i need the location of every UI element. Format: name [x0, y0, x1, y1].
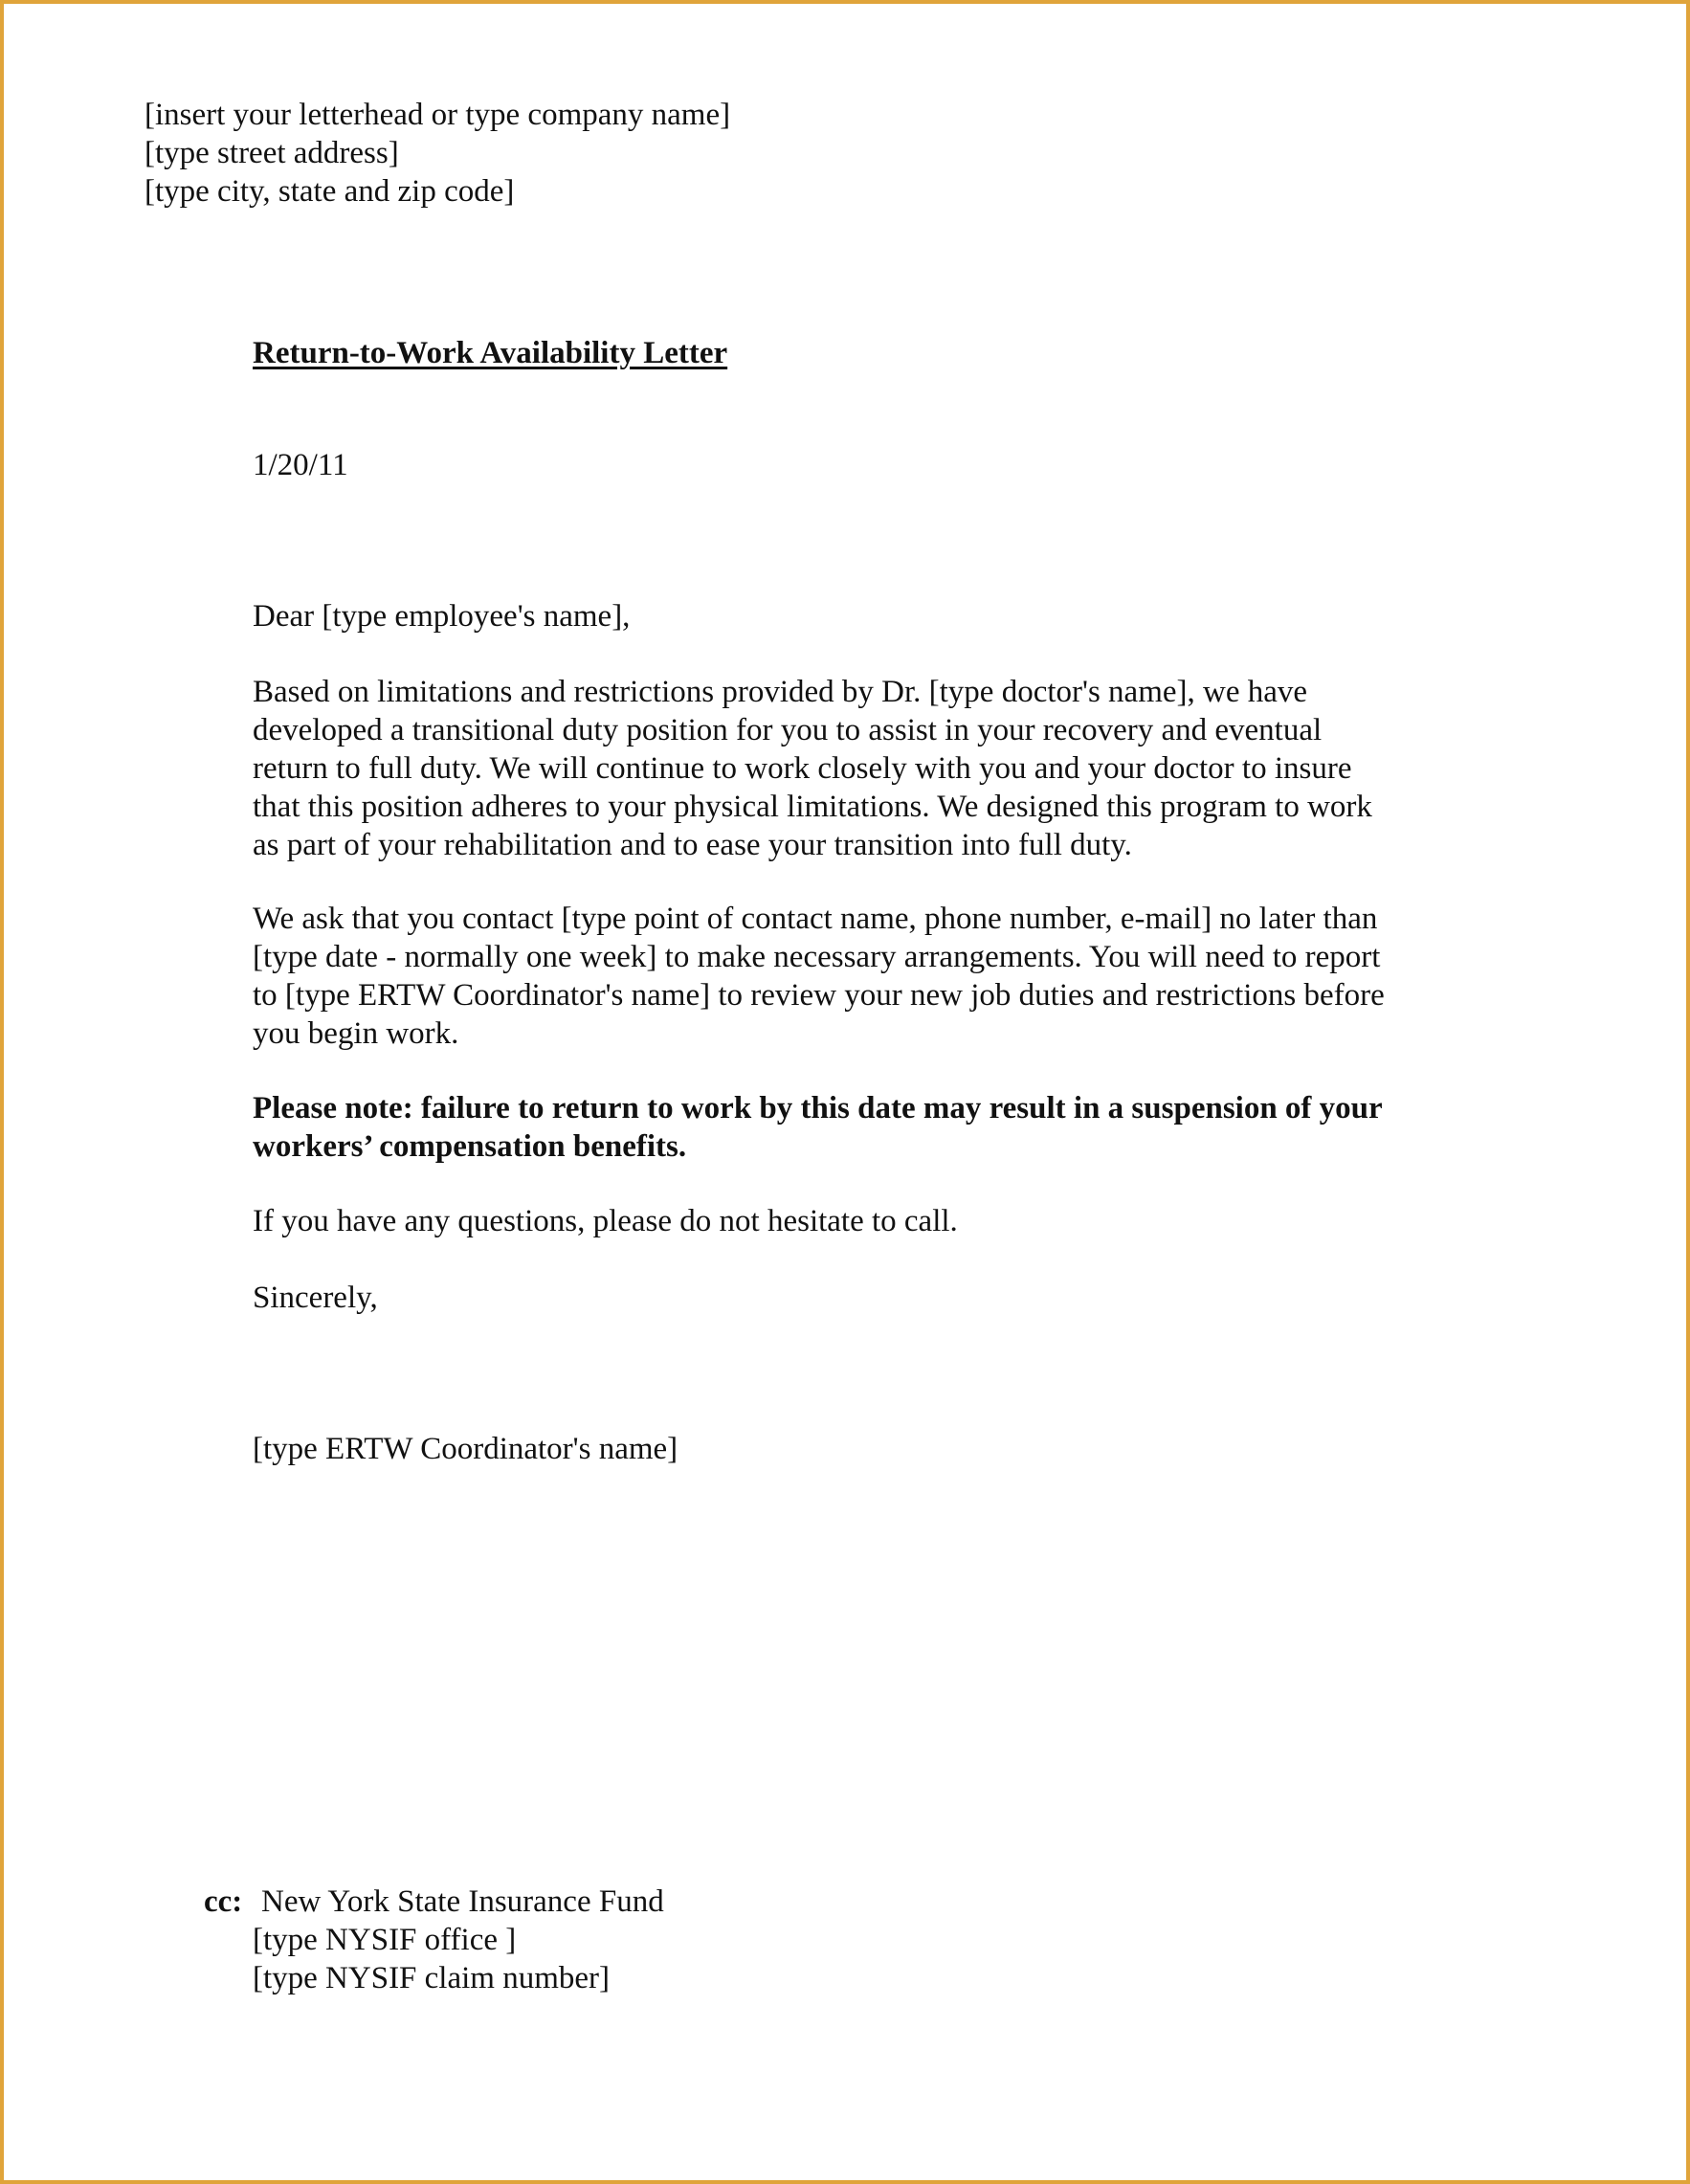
paragraph-line: to [type ERTW Coordinator's name] to review your new job duties and restrictions before	[253, 978, 1385, 1013]
salutation: Dear [type employee's name],	[253, 599, 631, 634]
paragraph-contact	[253, 900, 1458, 1053]
paragraph-line: We ask that you contact [type point of contact name, phone number, e-mail] no later than	[253, 902, 1378, 936]
cc-row	[204, 1883, 664, 1921]
note-line: workers’ compensation benefits.	[253, 1129, 687, 1164]
cc-recipient: New York State Insurance Fund	[261, 1884, 664, 1919]
cc-block	[204, 1883, 664, 1997]
paragraph-line: [type date - normally one week] to make necessary arrangements. You will need to report	[253, 940, 1381, 974]
paragraph-line: as part of your rehabilitation and to ease your transition into full duty.	[253, 828, 1132, 862]
letter-date: 1/20/11	[253, 448, 348, 482]
paragraph-line: return to full duty. We will continue to work closely with you and your doctor to insure	[253, 751, 1352, 786]
paragraph-line: developed a transitional duty position for you to assist in your recovery and eventual	[253, 713, 1323, 747]
cc-claim-number: [type NYSIF claim number]	[253, 1961, 611, 1995]
cc-label: cc:	[204, 1884, 243, 1919]
cc-office: [type NYSIF office ]	[253, 1923, 517, 1957]
letterhead-city: [type city, state and zip code]	[145, 174, 515, 209]
signature-name: [type ERTW Coordinator's name]	[253, 1432, 678, 1466]
paragraph-limitations	[253, 673, 1458, 864]
letterhead-company: [insert your letterhead or type company name]	[145, 98, 731, 132]
letter-title: Return-to-Work Availability Letter	[253, 336, 728, 370]
questions-line	[253, 1202, 1458, 1240]
questions-text: If you have any questions, please do not hesitate to call.	[253, 1204, 958, 1238]
paragraph-line: Based on limitations and restrictions provided by Dr. [type doctor's name], we have	[253, 675, 1308, 709]
letterhead-street: [type street address]	[145, 136, 399, 170]
warning-note	[253, 1089, 1458, 1166]
closing: Sincerely,	[253, 1281, 378, 1315]
note-line: Please note: failure to return to work by this date may result in a suspension of your	[253, 1091, 1383, 1125]
paragraph-line: that this position adheres to your physical limitations. We designed this program to work	[253, 790, 1372, 824]
paragraph-line: you begin work.	[253, 1016, 459, 1051]
letterhead	[145, 96, 730, 211]
